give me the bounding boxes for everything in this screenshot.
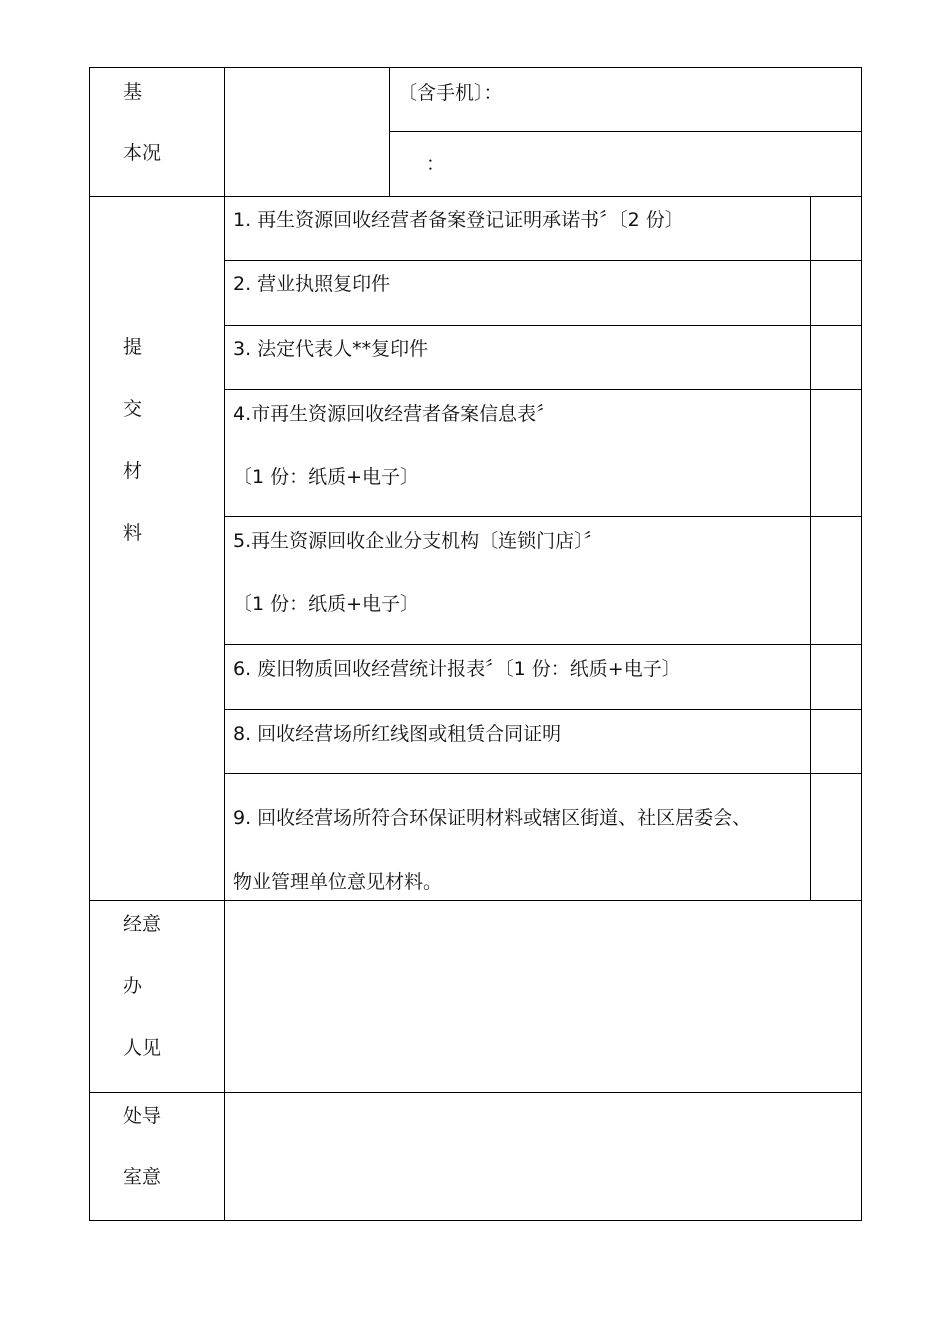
material-item-4-line2: 〔1 份：纸质+电子〕	[233, 466, 420, 488]
material-check-cell[interactable]	[811, 517, 860, 643]
office-label-line2: 室意	[123, 1166, 162, 1188]
handler-label-line1: 经意	[123, 913, 162, 935]
handler-label-line3: 人见	[123, 1037, 162, 1059]
material-check-cell[interactable]	[811, 710, 860, 772]
material-item-9-line2: 物业管理单位意见材料。	[233, 871, 443, 893]
materials-label-char: 料	[123, 522, 143, 544]
basic-label-line2: 本况	[123, 142, 162, 164]
row2-value-cell[interactable]	[450, 132, 860, 195]
material-item-6: 6. 废旧物质回收经营统计报表〞〔1 份：纸质+电子〕	[233, 658, 681, 680]
material-check-cell[interactable]	[811, 645, 860, 708]
material-item-4-line1: 4.市再生资源回收经营者备案信息表〞	[233, 403, 556, 425]
office-opinion-field[interactable]	[225, 1093, 860, 1219]
handler-label-line2: 办	[123, 975, 143, 997]
material-check-cell[interactable]	[811, 326, 860, 388]
material-item-3: 3. 法定代表人**复印件	[233, 338, 429, 360]
materials-label-char: 材	[123, 460, 143, 482]
material-item-8: 8. 回收经营场所红线图或租赁合同证明	[233, 723, 562, 745]
basic-name-cell[interactable]	[225, 68, 388, 196]
material-item-1: 1. 再生资源回收经营者备案登记证明承诺书〞〔2 份〕	[233, 209, 684, 231]
phone-value-cell[interactable]	[520, 68, 860, 130]
material-item-9-line1: 9. 回收经营场所符合环保证明材料或辖区街道、社区居委会、	[233, 807, 752, 829]
material-check-cell[interactable]	[811, 390, 860, 515]
material-item-5-line2: 〔1 份：纸质+电子〕	[233, 593, 420, 615]
material-item-5-line1: 5.再生资源回收企业分支机构〔连锁门店〕〞	[233, 530, 603, 552]
office-label-line1: 处导	[123, 1105, 162, 1127]
phone-label: 〔含手机〕：	[398, 82, 503, 104]
materials-label-char: 交	[123, 398, 143, 420]
materials-label-char: 提	[123, 336, 143, 358]
row2-mark: ：	[426, 153, 446, 175]
material-check-cell[interactable]	[811, 261, 860, 324]
basic-label-line1: 基	[123, 81, 143, 103]
handler-opinion-field[interactable]	[225, 901, 860, 1091]
material-check-cell[interactable]	[811, 774, 860, 899]
material-item-2: 2. 营业执照复印件	[233, 273, 391, 295]
material-check-cell[interactable]	[811, 197, 860, 260]
